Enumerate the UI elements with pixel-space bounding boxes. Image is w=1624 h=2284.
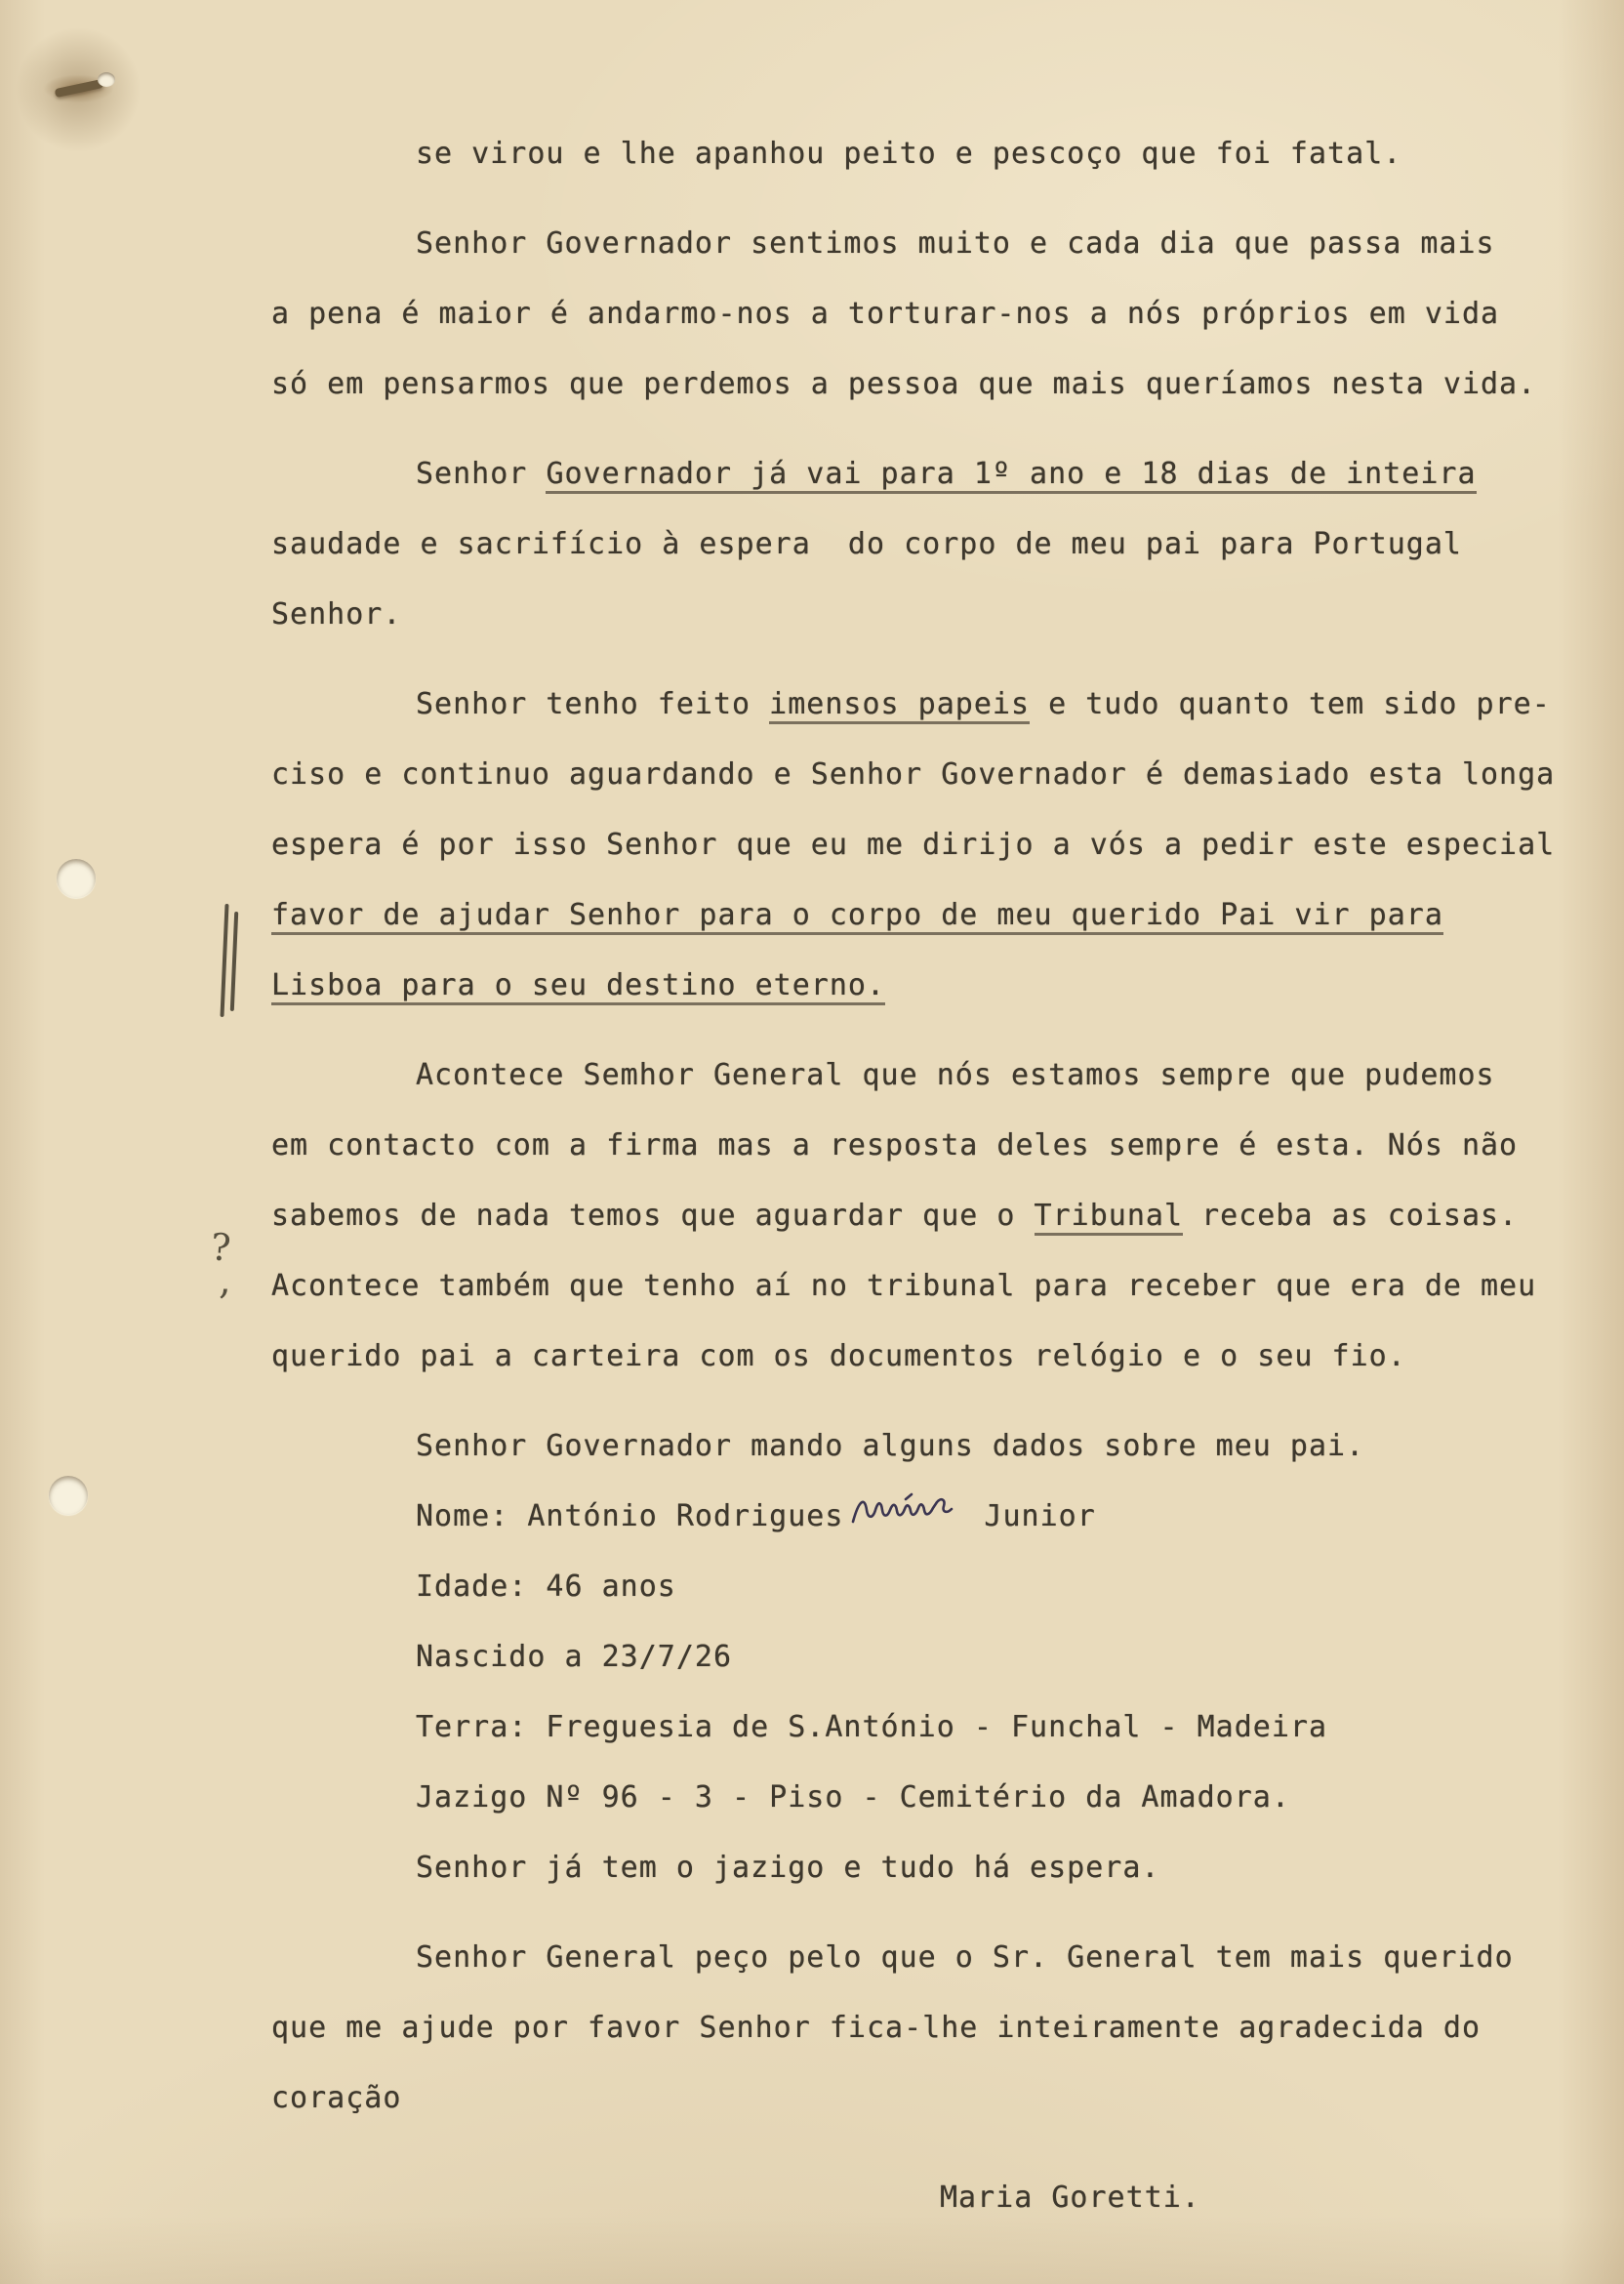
text-line (271, 951, 1579, 1021)
text-line (271, 1833, 1579, 1903)
text-line (271, 1993, 1579, 2063)
paper-tear-hole (98, 72, 115, 87)
line-text: Senhor Governador mando alguns dados sobre meu pai. (416, 1429, 1365, 1463)
line-text: Nome: António Rodrigues (416, 1499, 844, 1533)
line-text: querido pai a carteira com os documentos relógio e o seu fio. (271, 1339, 1406, 1373)
comma-annotation: , (219, 1258, 231, 1303)
line-text: se virou e lhe apanhou peito e pescoço que foi fatal. (416, 137, 1402, 171)
line-text: sabemos de nada temos que aguardar que o (271, 1199, 1035, 1233)
line-text: ciso e continuo aguardando e Senhor Governador é demasiado esta longa (271, 757, 1556, 792)
text-line (271, 740, 1579, 810)
line-text: só em pensarmos que perdemos a pessoa que mais queríamos nesta vida. (271, 367, 1537, 401)
line-text: Jazigo Nº 96 - 3 - Piso - Cemitério da Amadora. (416, 1780, 1290, 1815)
line-text: Senhor General peço pelo que o Sr. General tem mais querido (416, 1940, 1514, 1975)
text-line (271, 209, 1579, 279)
line-text: Senhor (416, 457, 547, 491)
question-mark-annotation: ? (209, 1225, 232, 1270)
text-line (271, 1482, 1579, 1552)
line-text: e tudo quanto tem sido pre- (1030, 687, 1551, 721)
text-line (271, 1111, 1579, 1181)
text-line (271, 1693, 1579, 1763)
text-line (271, 580, 1579, 650)
text-line (271, 1552, 1579, 1622)
underlined-text: Tribunal (1035, 1199, 1184, 1236)
line-text: que me ajude por favor Senhor fica-lhe inteiramente agradecida do (271, 2011, 1481, 2045)
line-text: Acontece também que tenho aí no tribunal para receber que era de meu (271, 1269, 1537, 1303)
paragraph-5 (271, 1040, 1579, 1392)
text-line (271, 1411, 1579, 1482)
text-line (271, 880, 1579, 951)
line-text: Idade: 46 anos (416, 1570, 676, 1604)
paragraph-3 (271, 439, 1579, 650)
handwritten-word (849, 1490, 956, 1533)
text-line (271, 439, 1579, 510)
text-line (271, 1322, 1579, 1392)
underlined-text: imensos papeis (769, 687, 1030, 724)
text-line (271, 1622, 1579, 1693)
line-text: Junior (984, 1499, 1096, 1533)
punch-hole-bottom (49, 1476, 88, 1515)
line-text: coração (271, 2081, 402, 2115)
line-text: a pena é maior é andarmo-nos a torturar-nos a nós próprios em vida (271, 297, 1500, 331)
signature: Maria Goretti. (940, 2181, 1200, 2215)
line-text: saudade e sacrifício à espera do corpo de meu pai para Portugal (271, 527, 1462, 561)
text-line (271, 349, 1579, 420)
text-line (271, 670, 1579, 740)
text-line (271, 279, 1579, 349)
paragraph-4 (271, 670, 1579, 1021)
underlined-text: Lisboa para o seu destino eterno. (271, 968, 885, 1005)
text-line (271, 1763, 1579, 1833)
letter-body (271, 119, 1579, 2233)
paragraph-6-data-block (271, 1411, 1579, 1903)
underlined-text: favor de ajudar Senhor para o corpo de meu querido Pai vir para (271, 898, 1443, 935)
line-text: Senhor já tem o jazigo e tudo há espera. (416, 1851, 1160, 1885)
line-text: espera é por isso Senhor que eu me dirijo a vós a pedir este especial (271, 828, 1556, 862)
paragraph-1 (271, 119, 1579, 189)
text-line (271, 810, 1579, 880)
underlined-text: Governador já vai para 1º ano e 18 dias de inteira (546, 457, 1476, 494)
text-line (271, 2063, 1579, 2134)
text-line (271, 1040, 1579, 1111)
line-text: Senhor tenho feito (416, 687, 770, 721)
punch-hole-top (57, 859, 96, 898)
paragraph-7 (271, 1923, 1579, 2134)
text-line (271, 119, 1579, 189)
line-text: Nascido a 23/7/26 (416, 1640, 733, 1674)
line-text: Senhor Governador sentimos muito e cada dia que passa mais (416, 226, 1495, 261)
line-text: Acontece Semhor General que nós estamos sempre que pudemos (416, 1058, 1495, 1092)
paragraph-2 (271, 209, 1579, 420)
line-text: Senhor. (271, 597, 402, 632)
line-text: Terra: Freguesia de S.António - Funchal - Madeira (416, 1710, 1328, 1744)
text-line (271, 1251, 1579, 1322)
text-line (271, 510, 1579, 580)
margin-annotation (209, 1225, 260, 1303)
line-text: em contacto com a firma mas a resposta deles sempre é esta. Nós não (271, 1128, 1519, 1162)
line-text: receba as coisas. (1183, 1199, 1519, 1233)
text-line (271, 1181, 1579, 1251)
text-line (271, 1923, 1579, 1993)
margin-emphasis-bars (223, 904, 242, 1023)
